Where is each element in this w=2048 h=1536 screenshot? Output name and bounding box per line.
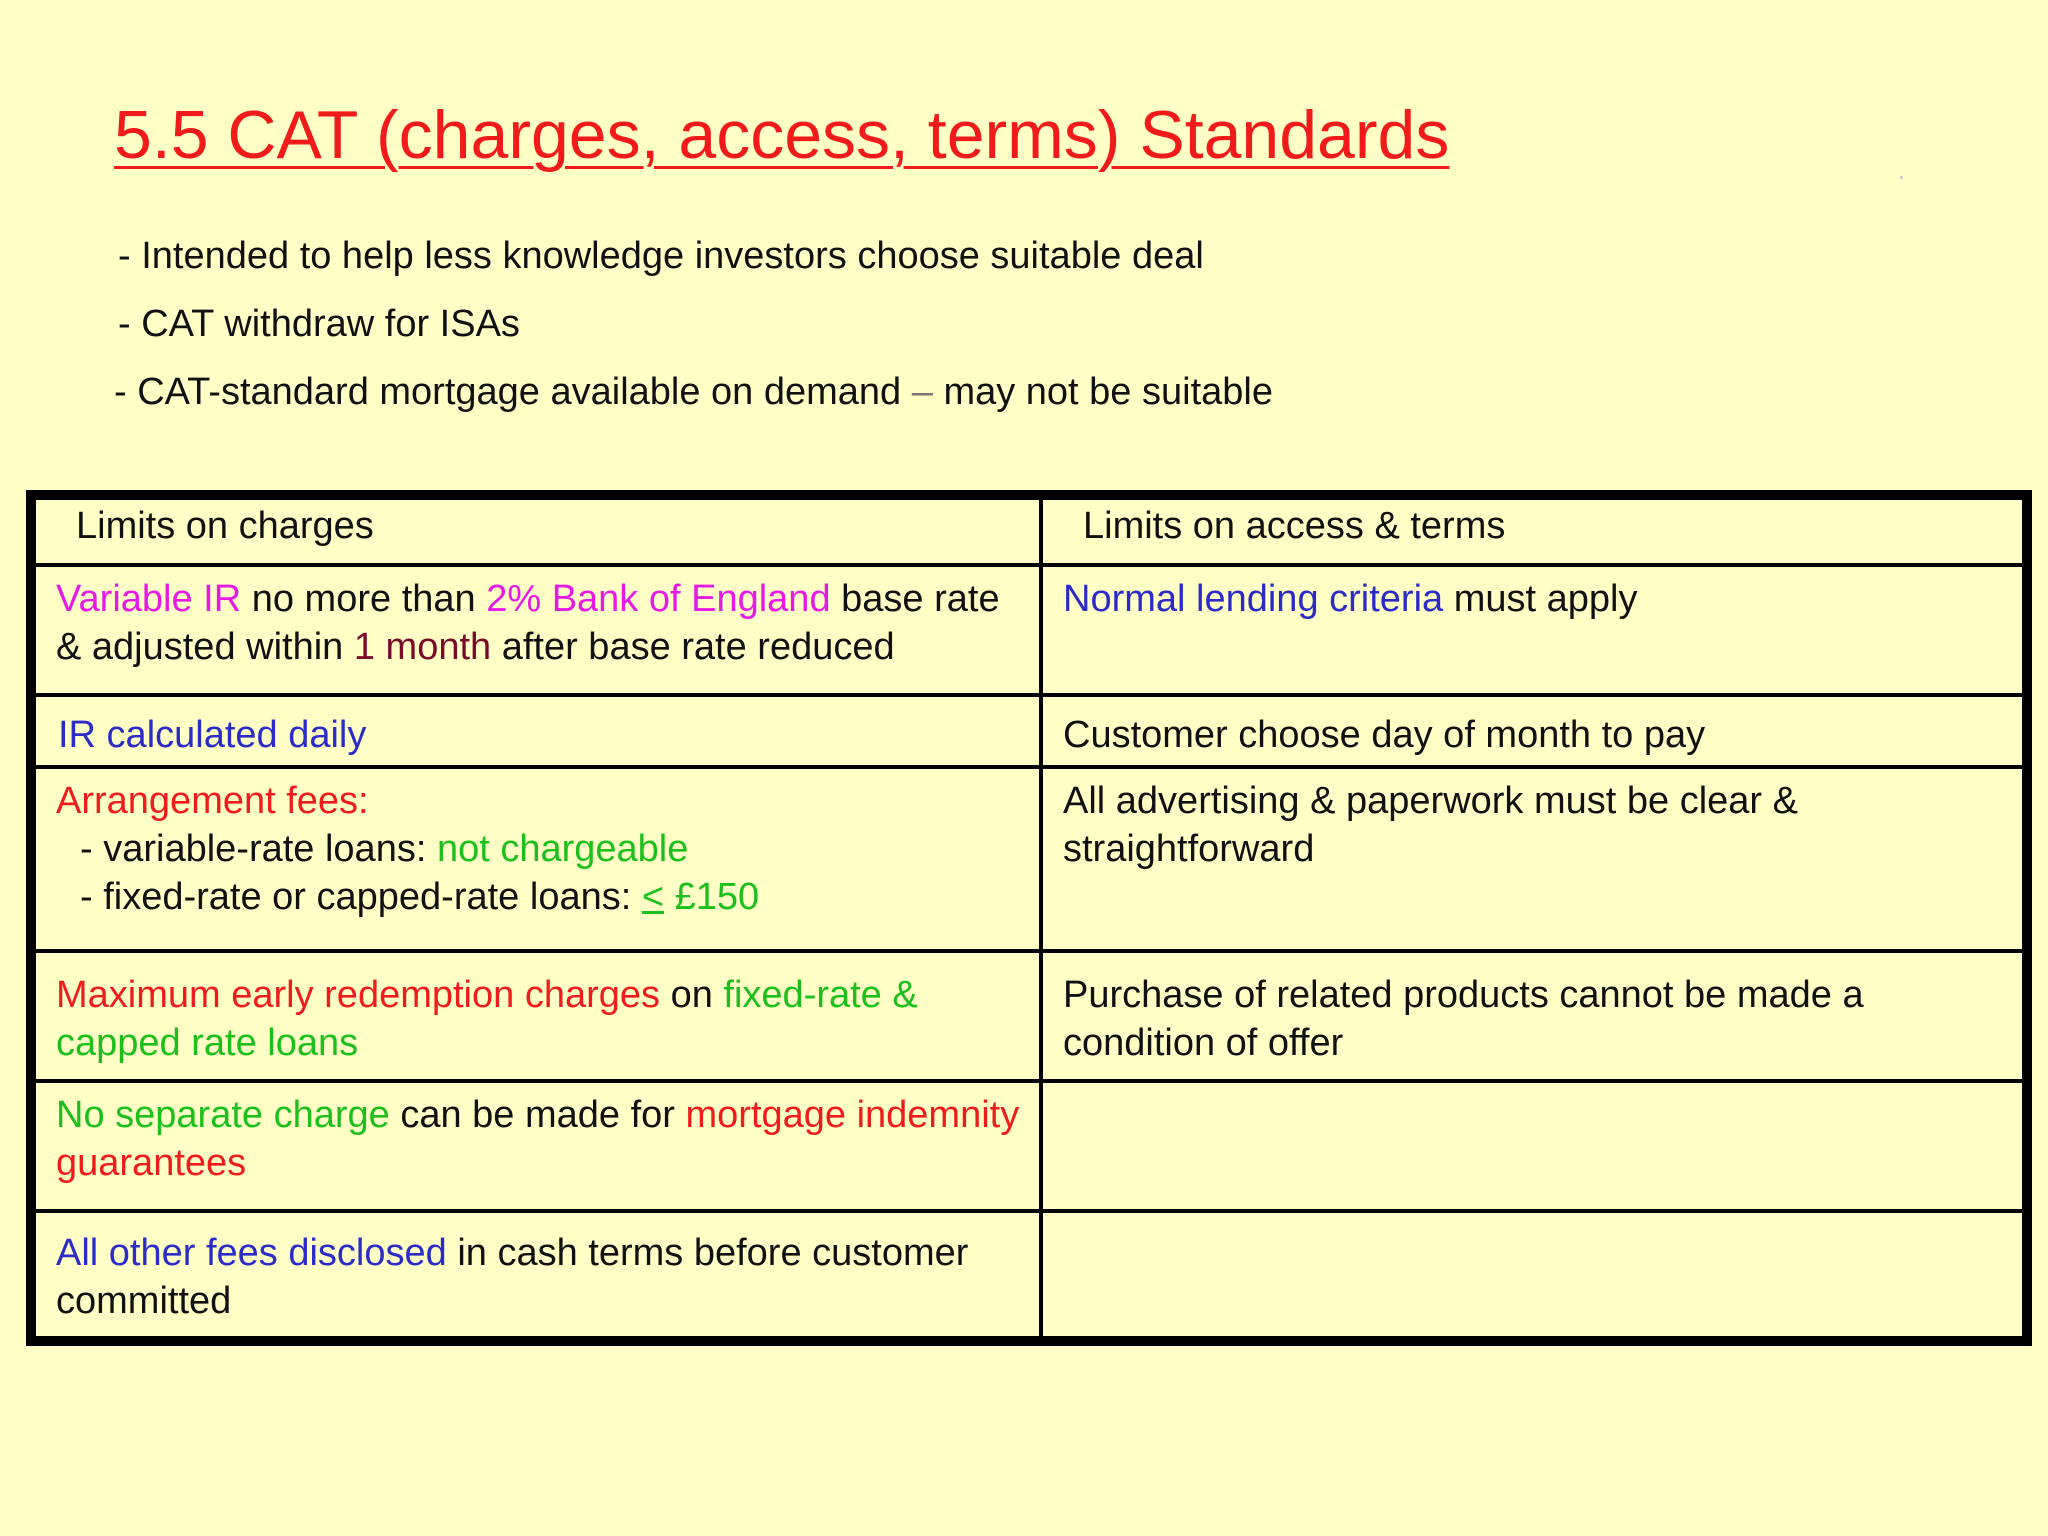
cell-arrangement-fees (31, 767, 1041, 951)
cell-text: 1 month (353, 626, 492, 668)
cat-standards-table (26, 490, 2032, 1346)
cell-text: must apply (1443, 578, 1638, 620)
cell-empty (1041, 1211, 2027, 1341)
bullet-dash: – (911, 371, 933, 413)
cell-text: £150 (664, 876, 760, 918)
cell-pay-day: Customer choose day of month to pay (1041, 695, 2027, 767)
table-row (31, 767, 2027, 951)
cell-separate-charge (31, 1081, 1041, 1211)
cell-text: on (660, 974, 724, 1016)
cell-text: mortgage indemnity guarantees (56, 1094, 1020, 1184)
cell-subitem (56, 825, 1027, 873)
cell-text: fixed-rate & capped rate loans (56, 974, 918, 1064)
bullet-text: may not be suitable (932, 371, 1273, 413)
cell-subitem (56, 873, 1027, 921)
cell-text: Arrangement fees: (56, 780, 369, 822)
bullet-text: - CAT-standard mortgage available on demand (114, 371, 912, 413)
table-row (31, 1081, 2027, 1211)
cell-text: Variable IR (56, 578, 242, 620)
stray-dot (1900, 176, 1903, 179)
table-row (31, 951, 2027, 1081)
cell-other-fees (31, 1211, 1041, 1341)
cell-text: no more than (241, 578, 487, 620)
cell-text: Maximum early redemption charges (56, 974, 661, 1016)
cell-text: can be made for (389, 1094, 686, 1136)
cell-related-products: Purchase of related products cannot be made a condition of offer (1041, 951, 2027, 1081)
slide-title: 5.5 CAT (charges, access, terms) Standards (114, 97, 1450, 173)
cell-text: Normal lending criteria (1063, 578, 1444, 620)
cell-text: not chargeable (436, 828, 689, 870)
table-header-row (31, 495, 2027, 565)
cell-text: base rate & adjusted within (56, 578, 1000, 668)
table-row (31, 1211, 2027, 1341)
cell-advertising: All advertising & paperwork must be clear & straightforward (1041, 767, 2027, 951)
cell-text: after base rate reduced (491, 626, 895, 668)
table-row (31, 565, 2027, 695)
cell-text: - fixed-rate or capped-rate loans: (80, 876, 642, 918)
cell-text: No separate charge (56, 1094, 390, 1136)
cell-empty (1041, 1081, 2027, 1211)
bullet-list (114, 226, 1273, 430)
bullet-item: - Intended to help less knowledge investors choose suitable deal (118, 235, 1204, 277)
cell-early-redemption (31, 951, 1041, 1081)
header-charges: Limits on charges (31, 495, 1041, 565)
cell-text: All other fees disclosed (56, 1232, 447, 1274)
table-row (31, 695, 2027, 767)
cell-ir-daily: IR calculated daily (31, 695, 1041, 767)
header-access-terms: Limits on access & terms (1041, 495, 2027, 565)
cell-variable-ir (31, 565, 1041, 695)
bullet-item (114, 362, 1273, 430)
cell-lending-criteria (1041, 565, 2027, 695)
cell-text: in cash terms before customer committed (56, 1232, 969, 1322)
cell-text: < (641, 876, 665, 918)
cell-text: - variable-rate loans: (80, 828, 437, 870)
bullet-item: - CAT withdraw for ISAs (118, 303, 520, 345)
cell-text: 2% Bank of England (486, 578, 831, 620)
